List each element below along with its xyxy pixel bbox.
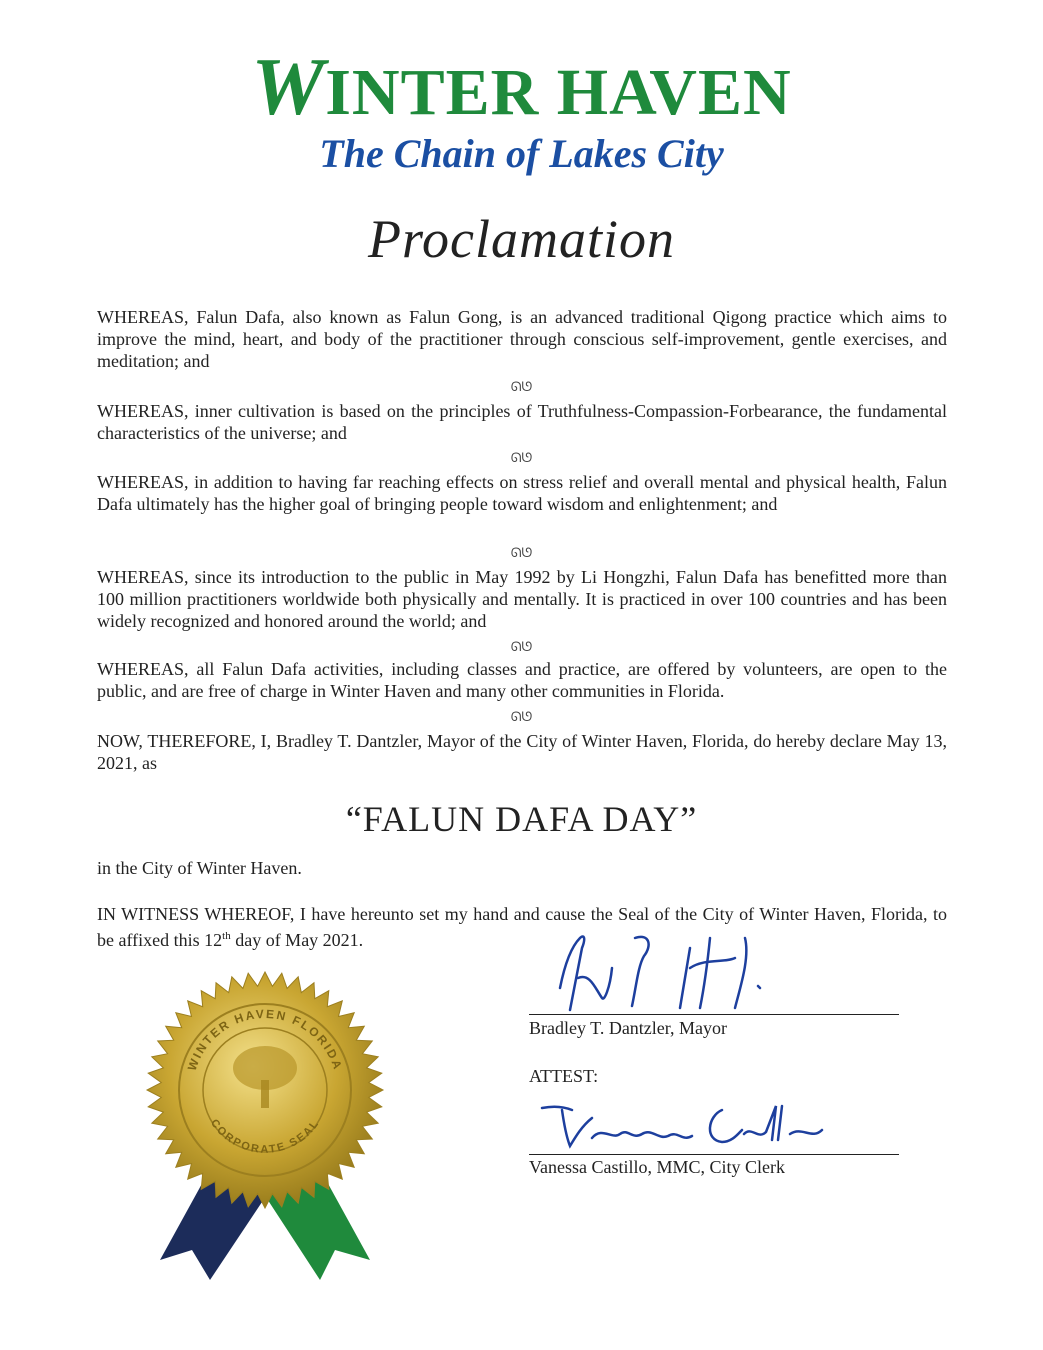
- city-line: in the City of Winter Haven.: [97, 858, 302, 878]
- logo-initial: W: [251, 41, 326, 132]
- whereas-text: in addition to having far reaching effects on stress relief and overall mental and physical health, Falun Dafa ultimately has the higher goal of bringing people toward wisdom and enlightenment; and: [97, 472, 947, 514]
- whereas-text: all Falun Dafa activities, including classes and practice, are offered by volunteers, are open to the public, and are free of charge in Winter Haven and many other communities in Florida.: [97, 659, 947, 701]
- witness-text: I have hereunto set my hand and cause the Seal of the City of Winter Haven, Florida, to be affixed this 12: [97, 904, 947, 950]
- whereas-lead: WHEREAS,: [97, 659, 189, 679]
- ornament-divider: ᘏᘎ: [510, 379, 533, 394]
- whereas-paragraph-4: [97, 566, 947, 632]
- clerk-name: Vanessa Castillo, MMC, City Clerk: [529, 1157, 785, 1177]
- whereas-lead: WHEREAS,: [97, 401, 189, 421]
- ornament-divider: ᘏᘎ: [510, 545, 533, 560]
- witness-lead: IN WITNESS WHEREOF,: [97, 904, 295, 924]
- attest-label: ATTEST:: [529, 1066, 599, 1086]
- city-logo-title: [0, 41, 1043, 132]
- proclaimed-day-title: “FALUN DAFA DAY”: [345, 799, 698, 839]
- witness-superscript: th: [222, 930, 231, 942]
- witness-text-end: day of May 2021.: [230, 930, 364, 950]
- seal-bottom-text: CORPORATE SEAL: [207, 1117, 323, 1156]
- mayor-signature-line: [529, 1014, 899, 1015]
- witness-paragraph: [97, 903, 947, 951]
- whereas-text: Falun Dafa, also known as Falun Gong, is an advanced traditional Qigong practice which aims to improve the mind, heart, and body of the practitioner through conscious self-improvement, gentle exercises, and meditation; and: [97, 307, 947, 371]
- whereas-lead: WHEREAS,: [97, 307, 189, 327]
- ornament-divider: ᘏᘎ: [510, 639, 533, 654]
- logo-title-rest: INTER HAVEN: [325, 56, 792, 129]
- document-title: Proclamation: [368, 209, 675, 269]
- clerk-signature: [532, 1096, 832, 1156]
- whereas-paragraph-5: [97, 658, 947, 702]
- whereas-text: since its introduction to the public in May 1992 by Li Hongzhi, Falun Dafa has benefitted more than 100 million practitioners worldwide both physically and mentally. It is practiced in over 100 countries and has been widely recognized and honored around the world; and: [97, 567, 947, 631]
- whereas-lead: WHEREAS,: [97, 472, 189, 492]
- whereas-lead: WHEREAS,: [97, 567, 189, 587]
- city-logo-subtitle: The Chain of Lakes City: [319, 131, 724, 176]
- mayor-signature: [540, 928, 800, 1018]
- therefore-lead: NOW, THEREFORE, I,: [97, 731, 272, 751]
- clerk-signature-line: [529, 1154, 899, 1155]
- ornament-divider: ᘏᘎ: [510, 450, 533, 465]
- whereas-paragraph-2: [97, 400, 947, 444]
- therefore-text: Bradley T. Dantzler, Mayor of the City of Winter Haven, Florida, do hereby declare May 13, 2021, as: [97, 731, 947, 773]
- whereas-text: inner cultivation is based on the principles of Truthfulness-Compassion-Forbearance, the fundamental characteristics of the universe; and: [97, 401, 947, 443]
- mayor-name: Bradley T. Dantzler, Mayor: [529, 1018, 728, 1038]
- city-seal: [130, 960, 400, 1290]
- seal-top-text: WINTER HAVEN FLORIDA: [184, 1006, 346, 1073]
- therefore-paragraph: [97, 730, 947, 774]
- whereas-paragraph-3: [97, 471, 947, 515]
- whereas-paragraph-1: [97, 306, 947, 372]
- ornament-divider: ᘏᘎ: [510, 709, 533, 724]
